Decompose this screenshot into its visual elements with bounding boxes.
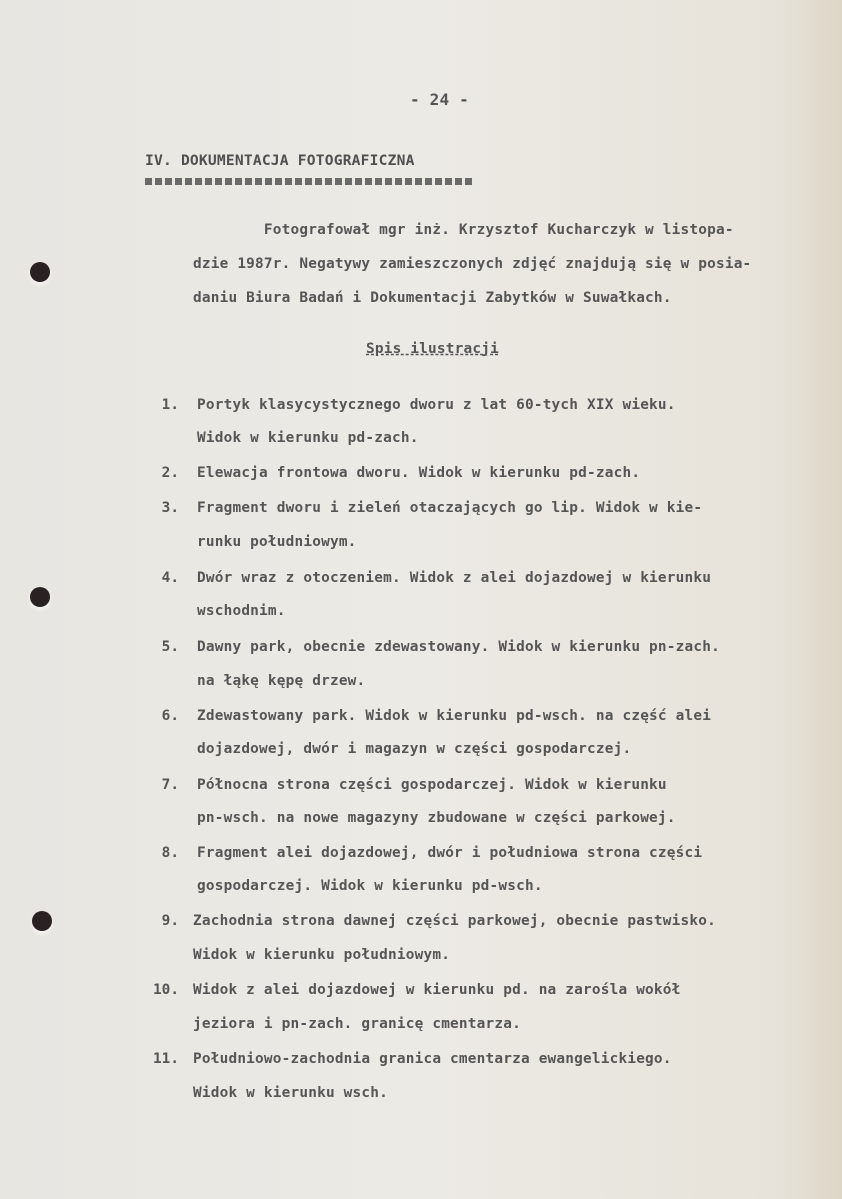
item-line: jeziora i pn-zach. granicę cmentarza. xyxy=(193,1016,521,1032)
item-line: Dawny park, obecnie zdewastowany. Widok w kierunku pn-zach. xyxy=(197,639,720,655)
list-title: Spis ilustracji xyxy=(366,341,499,357)
section-heading: IV. DOKUMENTACJA FOTOGRAFICZNA xyxy=(145,152,415,169)
item-line: Widok w kierunku wsch. xyxy=(193,1085,389,1101)
item-line: Południowo-zachodnia granica cmentarza ewangelickiego. xyxy=(193,1051,672,1067)
item-number: 9. xyxy=(161,913,179,929)
heading-underline xyxy=(145,178,473,185)
item-number: 8. xyxy=(161,845,179,861)
item-number: 10. xyxy=(153,982,179,998)
intro-line-3: daniu Biura Badań i Dokumentacji Zabytków w Suwałkach. xyxy=(193,290,672,306)
item-line: Widok w kierunku pd-zach. xyxy=(197,430,419,446)
item-line: Widok w kierunku południowym. xyxy=(193,947,451,963)
item-line: runku południowym. xyxy=(197,534,357,550)
item-line: Portyk klasycystycznego dworu z lat 60-tych XIX wieku. xyxy=(197,397,676,413)
intro-line-2: dzie 1987r. Negatywy zamieszczonych zdjęć znajdują się w posia- xyxy=(193,256,752,272)
item-line: Zachodnia strona dawnej części parkowej, obecnie pastwisko. xyxy=(193,913,716,929)
item-line: wschodnim. xyxy=(197,603,286,619)
item-line: Północna strona części gospodarczej. Widok w kierunku xyxy=(197,777,667,793)
item-number: 6. xyxy=(161,708,179,724)
item-line: Fragment alei dojazdowej, dwór i południowa strona części xyxy=(197,845,703,861)
page-number: - 24 - xyxy=(410,90,469,109)
item-number: 4. xyxy=(161,570,179,586)
item-line: Dwór wraz z otoczeniem. Widok z alei dojazdowej w kierunku xyxy=(197,570,712,586)
item-line: Widok z alei dojazdowej w kierunku pd. na zarośla wokół xyxy=(193,982,681,998)
item-line: Elewacja frontowa dworu. Widok w kierunku pd-zach. xyxy=(197,465,641,481)
item-number: 1. xyxy=(161,397,179,413)
item-line: pn-wsch. na nowe magazyny zbudowane w części parkowej. xyxy=(197,810,676,826)
item-number: 3. xyxy=(161,500,179,516)
item-number: 7. xyxy=(161,777,179,793)
punch-hole-top xyxy=(30,262,50,282)
punch-hole-middle xyxy=(30,587,50,607)
item-number: 11. xyxy=(153,1051,179,1067)
item-number: 2. xyxy=(161,465,179,481)
intro-line-1: Fotografował mgr inż. Krzysztof Kucharczyk w listopa- xyxy=(193,222,734,238)
item-line: dojazdowej, dwór i magazyn w części gospodarczej. xyxy=(197,741,632,757)
item-number: 5. xyxy=(161,639,179,655)
item-line: Zdewastowany park. Widok w kierunku pd-wsch. na część alei xyxy=(197,708,712,724)
item-line: na łąkę kępę drzew. xyxy=(197,673,366,689)
item-line: gospodarczej. Widok w kierunku pd-wsch. xyxy=(197,878,543,894)
punch-hole-bottom xyxy=(32,911,52,931)
item-line: Fragment dworu i zieleń otaczających go lip. Widok w kie- xyxy=(197,500,703,516)
